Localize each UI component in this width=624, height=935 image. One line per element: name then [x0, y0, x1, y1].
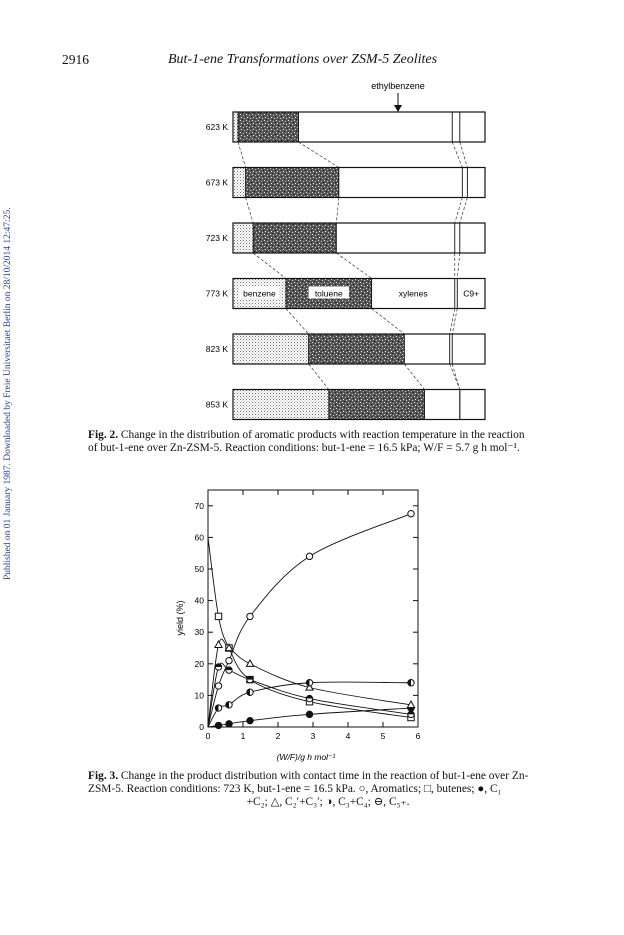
download-watermark: Published on 01 January 1987. Downloaded by Freie Universitaet Berlin on 28/10/2014 12:47:25. [3, 207, 13, 580]
xylenes-segment [339, 168, 462, 198]
bar-row-3 [206, 279, 485, 309]
c9-segment [452, 334, 485, 364]
row-label: 853 K [205, 399, 228, 410]
fig3-caption-line1: Change in the product distribution with contact time in the reaction of but-1-ene over Zn- [118, 770, 529, 782]
ethylbenzene-label: ethylbenzene [371, 81, 425, 91]
x-tick-label: 5 [380, 731, 386, 741]
toluene-segment [329, 390, 425, 420]
row-label: 673 K [205, 177, 228, 188]
fig3-caption-line3: +C₂; △, C₂′+C₃′; ◑, C₃+C₄; ⊖, C₅₊. [246, 796, 410, 808]
x-tick-label: 0 [205, 731, 211, 741]
ethylbenzene-segment [462, 168, 467, 198]
c9-label: C9+ [463, 288, 480, 299]
figure-3-line-chart [160, 478, 440, 768]
plot-frame [208, 490, 418, 727]
x-tick-label: 3 [310, 731, 316, 741]
ethylbenzene-segment [455, 223, 460, 253]
x-tick-label: 4 [345, 731, 351, 741]
point-half-right-circle [408, 680, 414, 686]
xylenes-segment [336, 223, 454, 253]
row-label: 773 K [205, 288, 228, 299]
benzene-segment [233, 168, 246, 198]
point-open-circle [306, 553, 312, 559]
bar-row-2 [206, 223, 485, 253]
y-axis-label: yield (%) [175, 600, 185, 636]
page-number: 2916 [62, 52, 89, 67]
benzene-segment [233, 112, 238, 142]
point-half-top-circle [226, 667, 232, 673]
bar-row-1 [206, 168, 485, 198]
c9-segment [460, 390, 485, 420]
c9-segment [467, 168, 485, 198]
point-half-top-circle [408, 711, 414, 717]
y-tick-label: 40 [194, 595, 204, 606]
fig2-caption-line2: of but-1-ene over Zn-ZSM-5. Reaction conditions: but-1-ene = 16.5 kPa; W/F = 5.7 g h mol⁻¹. [88, 442, 520, 454]
benzene-segment [233, 223, 253, 253]
point-open-square [215, 613, 221, 619]
toluene-segment [309, 334, 405, 364]
xylenes-segment [425, 390, 460, 420]
y-tick-label: 10 [194, 690, 204, 701]
xylenes-label: xylenes [398, 288, 428, 299]
point-open-circle [247, 613, 253, 619]
running-title: But-1-ene Transformations over ZSM-5 Zeolites [168, 52, 438, 67]
point-open-circle [226, 657, 232, 663]
fig3-caption-label: Fig. 3. [88, 770, 119, 782]
row-label: 823 K [205, 344, 228, 354]
figure-2-bar-diagram [180, 78, 500, 423]
c9-segment [460, 223, 485, 253]
point-open-circle [215, 683, 221, 689]
toluene-segment [238, 112, 298, 142]
point-half-right-circle [215, 705, 221, 711]
x-tick-label: 2 [275, 731, 281, 741]
row-label: 623 K [205, 122, 228, 132]
bar-row-5 [206, 390, 485, 420]
point-open-circle [408, 511, 414, 517]
benzene-segment [233, 390, 329, 420]
y-tick-label: 30 [194, 627, 204, 638]
fig2-caption-line1: Change in the distribution of aromatic products with reaction temperature in the reaction [118, 429, 525, 441]
bar-row-4 [206, 334, 485, 364]
bar-row-0 [206, 112, 485, 142]
point-half-right-circle [306, 680, 312, 686]
ethylbenzene-segment [452, 112, 460, 142]
point-filled-circle [226, 721, 232, 727]
x-tick-label: 6 [415, 731, 421, 741]
y-tick-label: 20 [194, 658, 204, 669]
c9-segment [460, 112, 485, 142]
point-half-right-circle [226, 702, 232, 708]
point-half-top-circle [215, 664, 221, 670]
fig2-caption-label: Fig. 2. [88, 429, 119, 441]
point-half-top-circle [247, 676, 253, 682]
benzene-segment [233, 334, 309, 364]
point-half-right-circle [247, 689, 253, 695]
y-tick-label: 0 [199, 722, 204, 732]
point-filled-circle [215, 722, 221, 728]
y-tick-label: 70 [194, 500, 204, 511]
toluene-segment [246, 168, 339, 198]
figure-3-caption [88, 770, 568, 809]
point-open-triangle [215, 641, 222, 647]
point-filled-circle [306, 711, 312, 717]
x-tick-label: 1 [240, 731, 246, 741]
x-axis-label: (W/F)/g h mol⁻¹ [276, 752, 336, 762]
y-tick-label: 50 [194, 564, 204, 574]
y-tick-label: 60 [194, 532, 204, 543]
toluene-label: toluene [314, 288, 343, 299]
point-filled-circle [247, 717, 253, 723]
toluene-segment [253, 223, 336, 253]
benzene-label: benzene [243, 288, 276, 299]
xylenes-segment [299, 112, 453, 142]
xylenes-segment [404, 334, 449, 364]
row-label: 723 K [205, 233, 228, 243]
point-half-top-circle [306, 695, 312, 701]
figure-2-caption [88, 429, 568, 455]
fig3-caption-line2: ZSM-5. Reaction conditions: 723 K, but-1-ene = 16.5 kPa. ○, Aromatics; □, butenes; ●, C₁ [88, 783, 502, 795]
point-open-triangle [246, 660, 253, 666]
